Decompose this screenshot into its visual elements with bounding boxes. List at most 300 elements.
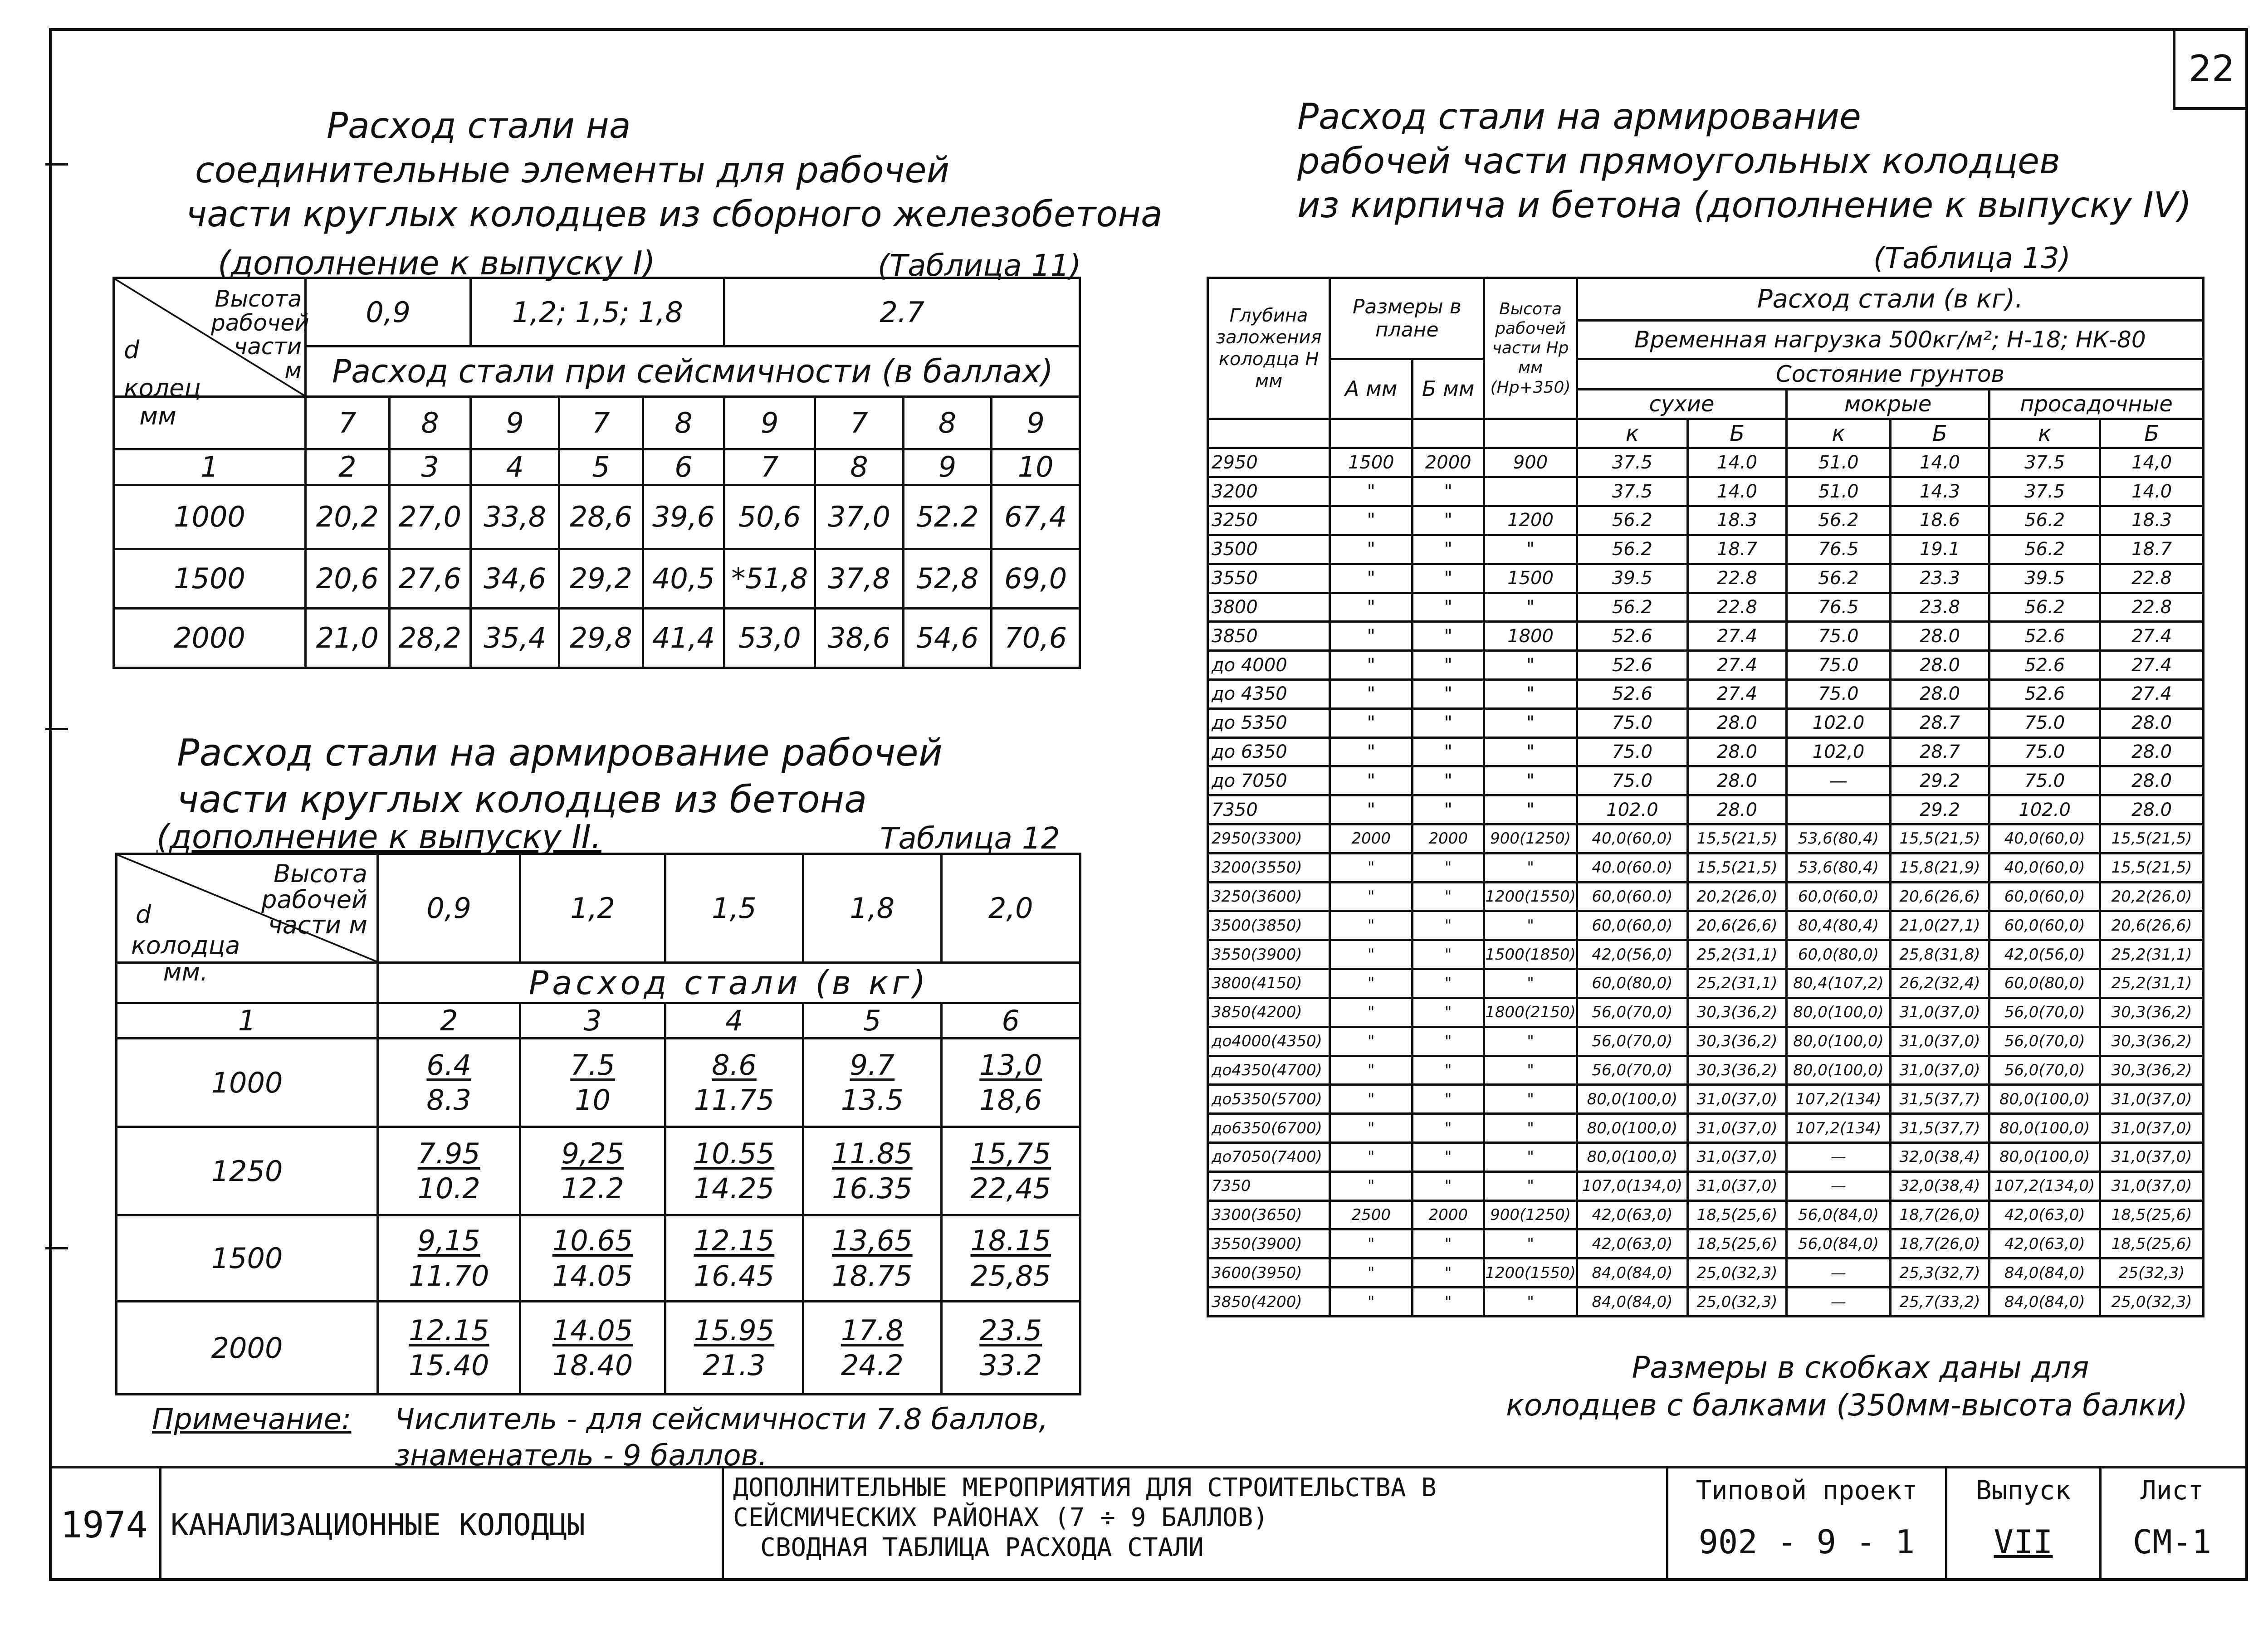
cell-subs-b: 22.8 <box>2100 593 2204 622</box>
table-row <box>1208 1056 2204 1085</box>
fraction-cell <box>378 1039 520 1127</box>
table-row <box>1208 911 2204 940</box>
cell-dry-b: 30,3(36,2) <box>1687 1056 1786 1085</box>
cell-size-a: " <box>1330 1288 1413 1317</box>
column-number: 7 <box>724 449 815 485</box>
denominator: 14.25 <box>694 1172 775 1205</box>
header-a-bottom <box>1330 419 1413 448</box>
cell-wet-k: 75.0 <box>1787 679 1891 708</box>
cell-subs-k: 39.5 <box>1989 564 2100 593</box>
table-row <box>1208 1229 2204 1258</box>
numerator: 18.15 <box>970 1224 1051 1257</box>
cell-dry-b: 25,2(31,1) <box>1687 940 1786 969</box>
seismic-level: 7 <box>305 397 389 449</box>
table13-label: (Таблица 13) <box>1873 242 2071 275</box>
denominator: 16.35 <box>832 1172 913 1205</box>
cell-depth: 2950 <box>1208 448 1330 477</box>
column-number: 10 <box>992 449 1080 485</box>
table-row <box>114 608 1080 668</box>
seismic-level: 7 <box>815 397 904 449</box>
table-cell: 29,2 <box>559 549 643 608</box>
cell-subs-b: 25,2(31,1) <box>2100 969 2204 998</box>
cell-size-b: " <box>1413 708 1484 737</box>
cell-size-a: " <box>1330 795 1413 824</box>
table12-corner-cell <box>117 854 378 987</box>
column-number: 2 <box>305 449 389 485</box>
cell-size-b: " <box>1413 969 1484 998</box>
cell-dry-k: 56.2 <box>1577 535 1687 564</box>
cell-dry-k: 60,0(80,0) <box>1577 969 1687 998</box>
note-line: Числитель - для сейсмичности 7.8 баллов, <box>395 1403 1048 1436</box>
cell-subs-k: 84,0(84,0) <box>1989 1288 2100 1317</box>
cell-dry-k: 40,0(60,0) <box>1577 824 1687 854</box>
header-b-col: Б <box>1687 419 1786 448</box>
cell-subs-b: 28.0 <box>2100 795 2204 824</box>
header-height-bottom <box>1484 419 1577 448</box>
table-row <box>1208 737 2204 766</box>
column-number: 4 <box>665 1003 803 1039</box>
cell-wet-k: 51.0 <box>1787 448 1891 477</box>
note-line: знаменатель - 9 баллов. <box>395 1439 767 1473</box>
note-line: колодцев с балками (350мм-высота балки) <box>1506 1387 2188 1423</box>
cell-size-b: 2000 <box>1413 1200 1484 1229</box>
column-number: 6 <box>643 449 724 485</box>
cell-dry-k: 37.5 <box>1577 448 1687 477</box>
table-row <box>117 1127 1080 1215</box>
cell-subs-k: 56,0(70,0) <box>1989 998 2100 1027</box>
denominator: 18,6 <box>979 1083 1042 1117</box>
cell-dry-k: 56.2 <box>1577 593 1687 622</box>
row-diameter: 1500 <box>117 1215 378 1302</box>
table13-title-line: из кирпича и бетона (дополнение к выпуску IV) <box>1297 185 2192 226</box>
table-row <box>1208 622 2204 651</box>
margin-tick <box>45 1247 68 1249</box>
table-row <box>114 549 1080 608</box>
header-k: к <box>1577 419 1687 448</box>
cell-subs-k: 40,0(60,0) <box>1989 853 2100 882</box>
cell-dry-b: 30,3(36,2) <box>1687 998 1786 1027</box>
stamp-project-value: 902 - 9 - 1 <box>1698 1523 1915 1561</box>
cell-wet-b: 18.6 <box>1890 506 1989 535</box>
cell-wet-k: 75.0 <box>1787 622 1891 651</box>
cell-size-a: " <box>1330 622 1413 651</box>
cell-depth: 3250(3600) <box>1208 882 1330 911</box>
numerator: 13,65 <box>832 1224 913 1257</box>
cell-size-a: " <box>1330 506 1413 535</box>
cell-subs-k: 102.0 <box>1989 795 2100 824</box>
cell-dry-b: 27.4 <box>1687 679 1786 708</box>
cell-subs-b: 27.4 <box>2100 679 2204 708</box>
cell-subs-b: 30,3(36,2) <box>2100 1056 2204 1085</box>
cell-subs-b: 28.0 <box>2100 737 2204 766</box>
cell-subs-k: 75.0 <box>1989 766 2100 795</box>
cell-wet-k: 102,0 <box>1787 737 1891 766</box>
denominator: 12.2 <box>561 1172 624 1205</box>
column-number: 9 <box>903 449 992 485</box>
table-cell: 41,4 <box>643 608 724 668</box>
cell-size-a: " <box>1330 969 1413 998</box>
stamp-desc-line: СЕЙСМИЧЕСКИХ РАЙОНАХ (7 ÷ 9 БАЛЛОВ) <box>733 1503 1269 1533</box>
cell-subs-b: 20,2(26,0) <box>2100 882 2204 911</box>
cell-depth: 3800 <box>1208 593 1330 622</box>
cell-working-height: " <box>1484 737 1577 766</box>
cell-depth: до 6350 <box>1208 737 1330 766</box>
cell-depth: до 5350 <box>1208 708 1330 737</box>
cell-dry-k: 42,0(63,0) <box>1577 1200 1687 1229</box>
cell-subs-b: 30,3(36,2) <box>2100 998 2204 1027</box>
denominator: 15.40 <box>408 1349 489 1382</box>
table11-supplement: (дополнение к выпуску I) <box>218 244 655 282</box>
table-cell: 39,6 <box>643 485 724 549</box>
cell-size-b: " <box>1413 477 1484 506</box>
cell-depth: 3550(3900) <box>1208 940 1330 969</box>
row-diameter: 1500 <box>114 549 306 608</box>
cell-wet-k: — <box>1787 766 1891 795</box>
header-plan-size: Размеры в плане <box>1330 278 1484 359</box>
table-row <box>1208 535 2204 564</box>
cell-subs-k: 56,0(70,0) <box>1989 1027 2100 1056</box>
cell-subs-b: 28.0 <box>2100 708 2204 737</box>
cell-dry-k: 42,0(56,0) <box>1577 940 1687 969</box>
table11-height-group: 2.7 <box>724 278 1080 346</box>
corner-height-label: Высота рабочей части м <box>210 286 309 384</box>
cell-size-b: " <box>1413 506 1484 535</box>
fraction-cell <box>665 1302 803 1395</box>
cell-dry-b: 22.8 <box>1687 593 1786 622</box>
cell-depth: 3800(4150) <box>1208 969 1330 998</box>
cell-subs-b: 27.4 <box>2100 622 2204 651</box>
cell-subs-b: 18.7 <box>2100 535 2204 564</box>
cell-subs-b: 14,0 <box>2100 448 2204 477</box>
cell-dry-k: 102.0 <box>1577 795 1687 824</box>
cell-size-a: " <box>1330 940 1413 969</box>
cell-wet-k: 80,4(107,2) <box>1787 969 1891 998</box>
fraction-cell <box>803 1127 941 1215</box>
cell-wet-b: 29.2 <box>1890 766 1989 795</box>
cell-depth: 3250 <box>1208 506 1330 535</box>
cell-dry-k: 40.0(60.0) <box>1577 853 1687 882</box>
table-row <box>1208 651 2204 680</box>
cell-size-b: " <box>1413 1288 1484 1317</box>
cell-wet-b: 31,0(37,0) <box>1890 998 1989 1027</box>
cell-working-height: " <box>1484 1171 1577 1200</box>
numerator: 12.15 <box>694 1224 775 1257</box>
cell-dry-b: 18,5(25,6) <box>1687 1200 1786 1229</box>
header-depth-bottom <box>1208 419 1330 448</box>
cell-subs-k: 56.2 <box>1989 535 2100 564</box>
table12-note-label: Примечание: <box>152 1403 352 1436</box>
cell-dry-b: 14.0 <box>1687 477 1786 506</box>
denominator: 21.3 <box>703 1349 766 1382</box>
table-row <box>1208 1114 2204 1143</box>
cell-subs-k: 37.5 <box>1989 448 2100 477</box>
cell-dry-k: 80,0(100,0) <box>1577 1085 1687 1114</box>
numerator: 10.65 <box>552 1224 633 1257</box>
cell-size-a: " <box>1330 1229 1413 1258</box>
fraction-cell <box>941 1127 1080 1215</box>
table-cell: 37,8 <box>815 549 904 608</box>
denominator: 33.2 <box>979 1349 1042 1382</box>
cell-size-a: 2000 <box>1330 824 1413 854</box>
cell-wet-b: 23.3 <box>1890 564 1989 593</box>
cell-size-a: " <box>1330 1085 1413 1114</box>
cell-depth: 3850 <box>1208 622 1330 651</box>
column-number: 5 <box>803 1003 941 1039</box>
table-row <box>117 1039 1080 1127</box>
cell-wet-k: 107,2(134) <box>1787 1085 1891 1114</box>
numerator: 14.05 <box>552 1313 633 1347</box>
cell-dry-b: 31,0(37,0) <box>1687 1085 1786 1114</box>
cell-subs-b: 22.8 <box>2100 564 2204 593</box>
cell-working-height: 900 <box>1484 448 1577 477</box>
table-row <box>1208 998 2204 1027</box>
numerator: 6.4 <box>426 1048 472 1082</box>
table13-title <box>1297 95 2191 228</box>
table-cell: 70,6 <box>992 608 1080 668</box>
numerator: 7.5 <box>570 1048 615 1082</box>
cell-wet-k: — <box>1787 1142 1891 1171</box>
cell-depth: 3600(3950) <box>1208 1258 1330 1288</box>
cell-size-b: " <box>1413 651 1484 680</box>
cell-subs-k: 60,0(80,0) <box>1989 969 2100 998</box>
denominator: 16.45 <box>694 1259 775 1293</box>
denominator: 11.75 <box>694 1083 775 1117</box>
cell-depth: 3500(3850) <box>1208 911 1330 940</box>
cell-wet-b: 25,7(33,2) <box>1890 1288 1989 1317</box>
table-cell: 52.2 <box>903 485 992 549</box>
cell-size-a: " <box>1330 593 1413 622</box>
cell-size-b: " <box>1413 535 1484 564</box>
cell-subs-b: 31,0(37,0) <box>2100 1142 2204 1171</box>
header-working-height: Высота рабочей части Нр мм (Нр+350) <box>1484 278 1577 419</box>
cell-size-a: " <box>1330 477 1413 506</box>
cell-working-height: 1800 <box>1484 622 1577 651</box>
cell-wet-b: 21,0(27,1) <box>1890 911 1989 940</box>
cell-working-height: " <box>1484 679 1577 708</box>
cell-depth: 3200 <box>1208 477 1330 506</box>
table-row <box>1208 708 2204 737</box>
stamp-project <box>1668 1468 1947 1581</box>
table13 <box>1207 277 2204 1317</box>
cell-subs-k: 42,0(63,0) <box>1989 1200 2100 1229</box>
seismic-level: 9 <box>724 397 815 449</box>
cell-wet-b: 26,2(32,4) <box>1890 969 1989 998</box>
cell-size-a: " <box>1330 1258 1413 1288</box>
cell-depth: 2950(3300) <box>1208 824 1330 854</box>
table-cell: 33,8 <box>471 485 559 549</box>
header-b-col: Б <box>2100 419 2204 448</box>
table-row <box>1208 882 2204 911</box>
cell-working-height: " <box>1484 911 1577 940</box>
table11 <box>112 277 1081 669</box>
note-line: Размеры в скобках даны для <box>1632 1350 2089 1385</box>
cell-subs-b: 27.4 <box>2100 651 2204 680</box>
table-row <box>1208 1171 2204 1200</box>
table-cell: 21,0 <box>305 608 389 668</box>
cell-working-height: " <box>1484 1142 1577 1171</box>
cell-dry-k: 84,0(84,0) <box>1577 1258 1687 1288</box>
cell-working-height: " <box>1484 766 1577 795</box>
cell-size-a: 1500 <box>1330 448 1413 477</box>
header-b-bottom <box>1413 419 1484 448</box>
cell-depth: 7350 <box>1208 795 1330 824</box>
title-block <box>49 1466 2248 1581</box>
table12-title <box>177 730 943 823</box>
cell-dry-b: 25,0(32,3) <box>1687 1258 1786 1288</box>
table13-title-line: Расход стали на армирование <box>1297 97 1861 137</box>
seismic-level: 8 <box>903 397 992 449</box>
numerator: 9,15 <box>417 1224 480 1257</box>
table12-title-line: Расход стали на армирование рабочей <box>177 732 943 775</box>
fraction-cell <box>520 1302 665 1395</box>
cell-wet-b: 28.0 <box>1890 679 1989 708</box>
seismic-level: 8 <box>389 397 471 449</box>
cell-subs-k: 107,2(134,0) <box>1989 1171 2100 1200</box>
cell-dry-k: 107,0(134,0) <box>1577 1171 1687 1200</box>
cell-wet-b: 23.8 <box>1890 593 1989 622</box>
cell-depth: до7050(7400) <box>1208 1142 1330 1171</box>
table12-title-line: части круглых колодцев из бетона <box>177 778 867 821</box>
cell-working-height: " <box>1484 853 1577 882</box>
table11-height-group: 0,9 <box>305 278 470 346</box>
table-row <box>1208 1085 2204 1114</box>
cell-subs-k: 52.6 <box>1989 679 2100 708</box>
cell-subs-k: 56,0(70,0) <box>1989 1056 2100 1085</box>
cell-subs-b: 31,0(37,0) <box>2100 1114 2204 1143</box>
table12 <box>115 853 1081 1395</box>
cell-dry-k: 52.6 <box>1577 622 1687 651</box>
cell-dry-b: 25,2(31,1) <box>1687 969 1786 998</box>
cell-subs-b: 18,5(25,6) <box>2100 1200 2204 1229</box>
cell-dry-k: 56,0(70,0) <box>1577 1027 1687 1056</box>
cell-depth: 7350 <box>1208 1171 1330 1200</box>
corner-d-label: d <box>136 900 152 929</box>
denominator: 18.75 <box>832 1259 913 1293</box>
fraction-cell <box>520 1215 665 1302</box>
header-k: к <box>1787 419 1891 448</box>
cell-size-a: " <box>1330 1056 1413 1085</box>
table-cell: 20,2 <box>305 485 389 549</box>
cell-working-height: " <box>1484 1288 1577 1317</box>
numerator: 10.55 <box>694 1136 775 1170</box>
table13-body <box>1208 448 2204 1317</box>
sheet-number: 22 <box>2173 28 2248 110</box>
stamp-name: КАНАЛИЗАЦИОННЫЕ КОЛОДЦЫ <box>161 1468 724 1581</box>
cell-subs-b: 20,6(26,6) <box>2100 911 2204 940</box>
cell-size-a: " <box>1330 998 1413 1027</box>
stamp-project-label: Типовой проект <box>1696 1475 1918 1506</box>
table12-label: Таблица 12 <box>880 821 1060 856</box>
table-row <box>1208 940 2204 969</box>
cell-size-a: 2500 <box>1330 1200 1413 1229</box>
cell-dry-k: 56,0(70,0) <box>1577 1056 1687 1085</box>
table12-height: 1,8 <box>803 854 941 963</box>
cell-wet-b: 18,7(26,0) <box>1890 1200 1989 1229</box>
fraction-cell <box>378 1215 520 1302</box>
table-row <box>1208 1258 2204 1288</box>
cell-dry-k: 84,0(84,0) <box>1577 1288 1687 1317</box>
header-b: Б мм <box>1413 359 1484 419</box>
cell-working-height: " <box>1484 1085 1577 1114</box>
cell-depth: 3850(4200) <box>1208 998 1330 1027</box>
cell-size-a: " <box>1330 535 1413 564</box>
table-row <box>1208 969 2204 998</box>
table-row <box>1208 448 2204 477</box>
cell-size-a: " <box>1330 651 1413 680</box>
stamp-sheet <box>2102 1468 2243 1581</box>
table12-height: 0,9 <box>378 854 520 963</box>
cell-depth: 3850(4200) <box>1208 1288 1330 1317</box>
table12-supplement: (дополнение к выпуску II. <box>156 818 601 856</box>
corner-d-label: d <box>124 336 140 364</box>
cell-wet-k: 56.2 <box>1787 506 1891 535</box>
table11-label: (Таблица 11) <box>878 248 1081 283</box>
cell-dry-b: 27.4 <box>1687 622 1786 651</box>
fraction-cell <box>941 1302 1080 1395</box>
cell-working-height: " <box>1484 651 1577 680</box>
cell-wet-b: 15,8(21,9) <box>1890 853 1989 882</box>
cell-subs-k: 60,0(60,0) <box>1989 911 2100 940</box>
header-dry: сухие <box>1577 389 1786 419</box>
cell-dry-b: 30,3(36,2) <box>1687 1027 1786 1056</box>
numerator: 15.95 <box>694 1313 775 1347</box>
seismic-level: 7 <box>559 397 643 449</box>
cell-dry-b: 14.0 <box>1687 448 1786 477</box>
cell-working-height: " <box>1484 1027 1577 1056</box>
row-diameter: 1000 <box>117 1039 378 1127</box>
cell-size-b: " <box>1413 1229 1484 1258</box>
numerator: 9.7 <box>850 1048 895 1082</box>
corner-height-label: Высота рабочей части м <box>261 859 368 940</box>
cell-dry-b: 28.0 <box>1687 708 1786 737</box>
cell-dry-b: 15,5(21,5) <box>1687 853 1786 882</box>
table-cell: 28,2 <box>389 608 471 668</box>
column-number: 1 <box>117 1003 378 1039</box>
cell-size-b: " <box>1413 1142 1484 1171</box>
cell-size-a: " <box>1330 708 1413 737</box>
cell-size-a: " <box>1330 911 1413 940</box>
cell-wet-b: 19.1 <box>1890 535 1989 564</box>
margin-tick <box>45 163 68 166</box>
table11-title-line: части круглых колодцев из сборного железобетона <box>186 194 1163 235</box>
cell-dry-k: 37.5 <box>1577 477 1687 506</box>
denominator: 11.70 <box>408 1259 489 1293</box>
table-row <box>1208 1200 2204 1229</box>
cell-wet-k: 102.0 <box>1787 708 1891 737</box>
cell-subs-b: 15,5(21,5) <box>2100 824 2204 854</box>
cell-subs-k: 37.5 <box>1989 477 2100 506</box>
table-row <box>1208 853 2204 882</box>
cell-dry-b: 31,0(37,0) <box>1687 1171 1786 1200</box>
fraction-cell <box>803 1302 941 1395</box>
table-cell: 29,8 <box>559 608 643 668</box>
header-k: к <box>1989 419 2100 448</box>
cell-size-a: " <box>1330 564 1413 593</box>
fraction-cell <box>378 1302 520 1395</box>
cell-size-a: " <box>1330 1114 1413 1143</box>
cell-dry-k: 52.6 <box>1577 679 1687 708</box>
cell-size-b: " <box>1413 795 1484 824</box>
seismic-level: 9 <box>992 397 1080 449</box>
table-cell: 52,8 <box>903 549 992 608</box>
cell-subs-k: 42,0(63,0) <box>1989 1229 2100 1258</box>
header-depth: Глубина заложения колодца Н мм <box>1208 278 1330 419</box>
fraction-cell <box>665 1127 803 1215</box>
stamp-sheet-label: Лист <box>2140 1475 2204 1506</box>
header-subsiding: просадочные <box>1989 389 2204 419</box>
cell-working-height: 1200(1550) <box>1484 1258 1577 1288</box>
column-number: 8 <box>815 449 904 485</box>
